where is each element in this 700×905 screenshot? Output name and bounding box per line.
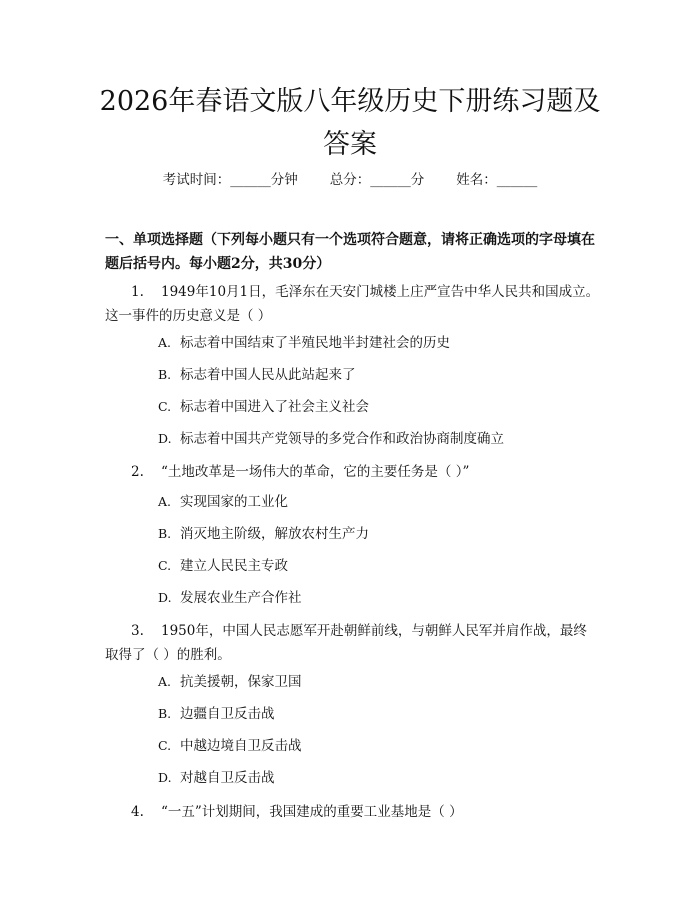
question-stem: “土地改革是一场伟大的革命，它的主要任务是（ ）” — [161, 464, 470, 480]
option-text: 发展农业生产合作社 — [180, 590, 302, 606]
option-letter: D. — [158, 590, 172, 605]
total-score-field: 总分：______分 — [329, 172, 425, 188]
option-text: 对越自卫反击战 — [180, 770, 275, 786]
option-text: 建立人民民主专政 — [180, 558, 288, 574]
option-letter: A. — [158, 674, 172, 689]
option-text: 中越边境自卫反击战 — [180, 738, 302, 754]
question-2 — [105, 460, 600, 484]
option-letter: C. — [158, 558, 172, 573]
option-letter: B. — [158, 526, 172, 541]
option-letter: B. — [158, 706, 172, 721]
page-title: 2026年春语文版八年级历史下册练习题及答案 — [99, 86, 601, 160]
option-1b — [158, 365, 598, 385]
option-letter: C. — [158, 399, 172, 414]
student-name-field: 姓名：______ — [456, 172, 538, 188]
option-3b — [158, 704, 598, 724]
question-1 — [105, 280, 600, 328]
option-1d — [158, 429, 598, 449]
question-stem: 1949年10月1日，毛泽东在天安门城楼上庄严宣告中华人民共和国成立。这一事件的历史意义是（ ） — [105, 284, 600, 324]
exam-meta — [0, 168, 700, 188]
option-text: 标志着中国结束了半殖民地半封建社会的历史 — [180, 335, 450, 351]
option-2c — [158, 556, 598, 576]
option-2d — [158, 588, 598, 608]
question-3 — [105, 619, 600, 667]
question-4 — [105, 800, 600, 824]
option-1c — [158, 397, 598, 417]
option-text: 抗美援朝，保家卫国 — [180, 674, 302, 690]
option-text: 实现国家的工业化 — [180, 494, 288, 510]
option-3c — [158, 736, 598, 756]
option-2b — [158, 524, 598, 544]
option-text: 边疆自卫反击战 — [180, 706, 275, 722]
option-letter: D. — [158, 770, 172, 785]
option-letter: C. — [158, 738, 172, 753]
option-letter: B. — [158, 367, 172, 382]
option-text: 标志着中国进入了社会主义社会 — [180, 399, 369, 415]
option-3d — [158, 768, 598, 788]
option-text: 消灭地主阶级，解放农村生产力 — [180, 526, 369, 542]
question-stem: “一五”计划期间，我国建成的重要工业基地是（ ） — [161, 804, 463, 820]
option-text: 标志着中国人民从此站起来了 — [180, 367, 356, 383]
section-heading: 一、单项选择题（下列每小题只有一个选项符合题意，请将正确选项的字母填在题后括号内。每小题2分，共30分） — [105, 232, 595, 272]
question-number: 1. — [131, 284, 144, 300]
question-number: 3. — [131, 623, 144, 639]
option-text: 标志着中国共产党领导的多党合作和政治协商制度确立 — [180, 431, 504, 447]
question-number: 4. — [131, 804, 144, 820]
option-letter: A. — [158, 335, 172, 350]
option-letter: A. — [158, 494, 172, 509]
question-number: 2. — [131, 464, 144, 480]
exam-time-field: 考试时间：______分钟 — [162, 172, 298, 188]
option-2a — [158, 492, 598, 512]
question-stem: 1950年，中国人民志愿军开赴朝鲜前线，与朝鲜人民军并肩作战，最终取得了（ ）的胜利。 — [105, 623, 587, 663]
option-letter: D. — [158, 431, 172, 446]
option-1a — [158, 333, 598, 353]
option-3a — [158, 672, 598, 692]
